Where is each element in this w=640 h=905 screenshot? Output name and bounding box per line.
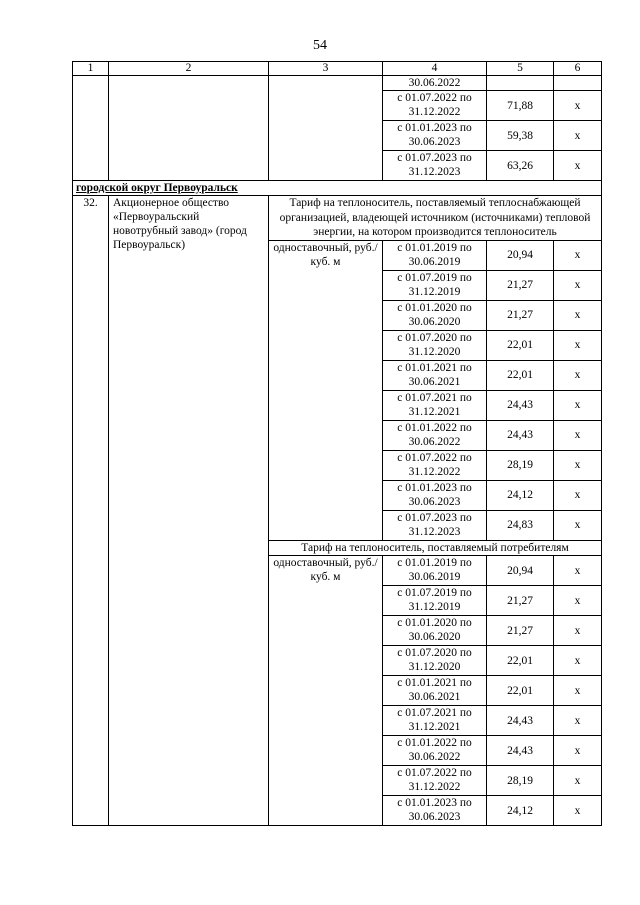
unit-cell: одноставочный, руб./куб. м [269,240,383,540]
x-cell: х [554,616,602,646]
district-row [73,181,602,196]
continued-number-cell [73,76,109,181]
period-cell: с 01.07.2019 по 31.12.2019 [383,586,487,616]
value-cell: 71,88 [487,91,554,121]
value-cell: 21,27 [487,616,554,646]
x-cell: х [554,706,602,736]
x-cell [554,76,602,91]
unit-cell: одноставочный, руб./куб. м [269,556,383,826]
x-cell: х [554,556,602,586]
district-heading: городской округ Первоуральск [73,181,602,196]
value-cell: 21,27 [487,586,554,616]
tariff-description: Тариф на теплоноситель, поставляемый теплоснабжающей организацией, владеющей источником (источниками) тепловой энергии, на котором производится теплоноситель [269,196,602,241]
value-cell: 24,83 [487,510,554,540]
period-cell: с 01.07.2021 по 31.12.2021 [383,706,487,736]
period-cell: 30.06.2022 [383,76,487,91]
period-cell: с 01.01.2023 по 30.06.2023 [383,796,487,826]
x-cell: х [554,240,602,270]
value-cell: 24,12 [487,796,554,826]
period-cell: с 01.01.2020 по 30.06.2020 [383,300,487,330]
organization-name: Акционерное общество «Первоуральский новотрубный завод» (город Первоуральск) [109,196,269,826]
value-cell: 22,01 [487,646,554,676]
period-cell: с 01.07.2022 по 31.12.2022 [383,766,487,796]
x-cell: х [554,420,602,450]
x-cell: х [554,300,602,330]
value-cell: 63,26 [487,151,554,181]
value-cell: 24,43 [487,706,554,736]
page-number: 54 [313,38,327,53]
tariff-table [72,61,602,826]
value-cell: 24,43 [487,736,554,766]
value-cell: 28,19 [487,766,554,796]
tariff-row [73,196,602,241]
x-cell: х [554,151,602,181]
tariff-description: Тариф на теплоноситель, поставляемый потребителям [269,540,602,556]
period-cell: с 01.01.2021 по 30.06.2021 [383,360,487,390]
x-cell: х [554,796,602,826]
x-cell: х [554,586,602,616]
value-cell: 22,01 [487,330,554,360]
header-cell: 3 [269,62,383,76]
x-cell: х [554,676,602,706]
period-cell: с 01.07.2023 по 31.12.2023 [383,151,487,181]
period-cell: с 01.07.2020 по 31.12.2020 [383,646,487,676]
period-cell: с 01.07.2023 по 31.12.2023 [383,510,487,540]
value-cell: 24,43 [487,390,554,420]
header-cell: 1 [73,62,109,76]
value-cell: 22,01 [487,360,554,390]
x-cell: х [554,121,602,151]
continued-organization-cell [109,76,269,181]
x-cell: х [554,330,602,360]
x-cell: х [554,270,602,300]
period-cell: с 01.07.2020 по 31.12.2020 [383,330,487,360]
x-cell: х [554,510,602,540]
value-cell: 59,38 [487,121,554,151]
header-cell: 6 [554,62,602,76]
period-cell: с 01.07.2022 по 31.12.2022 [383,450,487,480]
period-cell: с 01.01.2022 по 30.06.2022 [383,420,487,450]
header-row [73,62,602,76]
x-cell: х [554,480,602,510]
period-cell: с 01.01.2021 по 30.06.2021 [383,676,487,706]
period-cell: с 01.01.2022 по 30.06.2022 [383,736,487,766]
x-cell: х [554,450,602,480]
value-cell: 21,27 [487,300,554,330]
header-cell: 5 [487,62,554,76]
header-cell: 4 [383,62,487,76]
x-cell: х [554,766,602,796]
value-cell: 21,27 [487,270,554,300]
value-cell: 20,94 [487,556,554,586]
period-cell: с 01.07.2019 по 31.12.2019 [383,270,487,300]
value-cell: 28,19 [487,450,554,480]
continued-unit-cell [269,76,383,181]
value-cell: 24,43 [487,420,554,450]
value-cell [487,76,554,91]
x-cell: х [554,360,602,390]
period-cell: с 01.01.2019 по 30.06.2019 [383,240,487,270]
x-cell: х [554,736,602,766]
value-cell: 20,94 [487,240,554,270]
x-cell: х [554,91,602,121]
x-cell: х [554,646,602,676]
period-cell: с 01.01.2023 по 30.06.2023 [383,121,487,151]
value-cell: 22,01 [487,676,554,706]
period-cell: с 01.01.2019 по 30.06.2019 [383,556,487,586]
value-cell: 24,12 [487,480,554,510]
entry-number: 32. [73,196,109,826]
header-cell: 2 [109,62,269,76]
period-cell: с 01.07.2021 по 31.12.2021 [383,390,487,420]
period-cell: с 01.01.2023 по 30.06.2023 [383,480,487,510]
x-cell: х [554,390,602,420]
period-cell: с 01.01.2020 по 30.06.2020 [383,616,487,646]
period-cell: с 01.07.2022 по 31.12.2022 [383,91,487,121]
table-row [73,76,602,91]
